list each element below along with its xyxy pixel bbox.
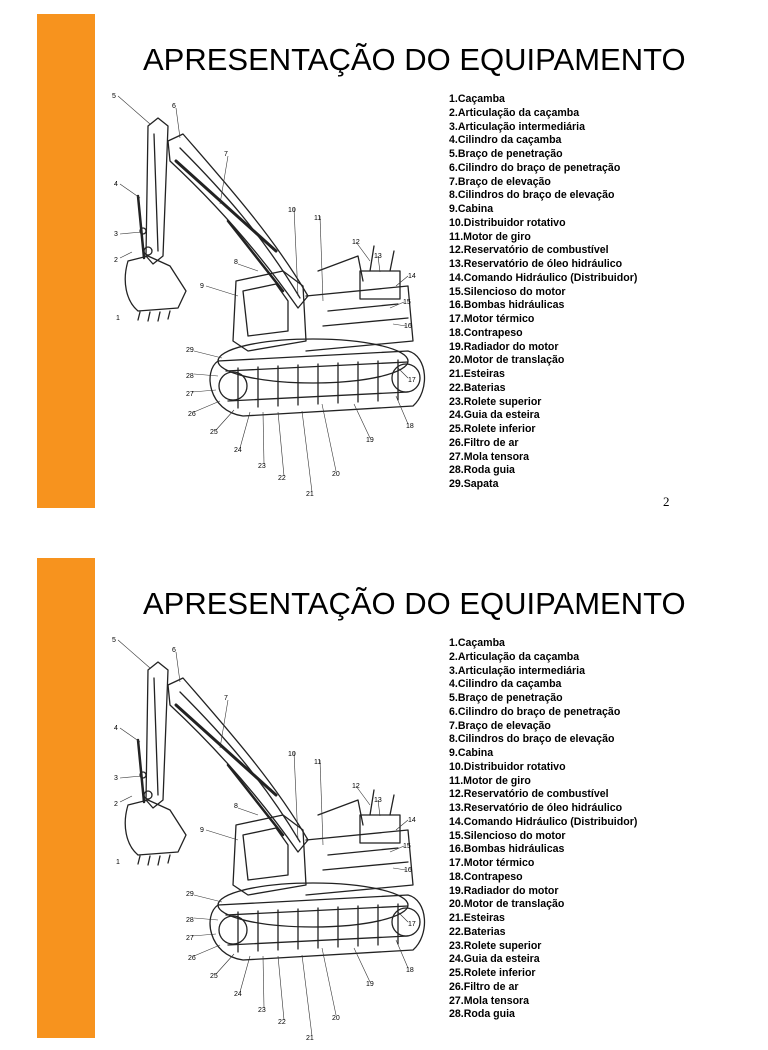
part-number-label: 27 [186,391,194,398]
slide-title: APRESENTAÇÃO DO EQUIPAMENTO [143,42,686,77]
part-number-label: 8 [234,259,238,266]
part-number-label: 12 [352,783,360,790]
part-number-label: 25 [210,429,218,436]
legend-item: 6.Cilindro do braço de penetração [449,705,621,718]
part-number-label: 10 [288,207,296,214]
legend-item: 18.Contrapeso [449,326,523,339]
part-number-label: 18 [406,967,414,974]
legend-item: 2.Articulação da caçamba [449,650,580,663]
legend-item: 15.Silencioso do motor [449,285,566,298]
part-number-label: 20 [332,1015,340,1022]
legend-item: 17.Motor térmico [449,857,535,869]
accent-bar [37,558,95,1038]
slide-2 [0,544,768,1042]
part-number-label: 5 [112,93,116,100]
legend-item: 24.Guia da esteira [449,953,540,966]
legend-item: 7.Braço de elevação [449,175,551,188]
excavator-diagram [108,86,430,506]
part-number-label: 7 [224,151,228,158]
legend-item: 28.Roda guia [449,464,515,477]
legend-item: 3.Articulação intermediária [449,664,586,677]
legend-item: 2.Articulação da caçamba [449,106,580,119]
legend-item: 1.Caçamba [449,637,505,649]
legend-item: 1.Caçamba [449,93,505,105]
part-number-label: 27 [186,935,194,942]
part-number-label: 26 [188,411,196,418]
part-number-label: 15 [403,843,411,850]
part-number-label: 22 [278,475,286,482]
part-number-label: 13 [374,797,382,804]
legend-item: 24.Guia da esteira [449,409,540,422]
legend-item: 29.Sapata [449,478,499,490]
legend-item: 11.Motor de giro [449,774,531,787]
part-number-label: 9 [200,827,204,834]
excavator-diagram [108,630,430,1050]
legend-item: 26.Filtro de ar [449,436,519,449]
part-number-label: 12 [352,239,360,246]
parts-legend [449,637,637,1022]
legend-item: 11.Motor de giro [449,230,531,243]
legend-item: 5.Braço de penetração [449,692,563,704]
legend-item: 23.Rolete superior [449,395,542,408]
part-number-label: 13 [374,253,382,260]
legend-item: 18.Contrapeso [449,870,523,883]
legend-item: 25.Rolete inferior [449,423,536,435]
part-number-label: 8 [234,803,238,810]
part-number-label: 18 [406,423,414,430]
legend-item: 5.Braço de penetração [449,148,563,160]
part-number-label: 6 [172,647,176,654]
part-number-label: 25 [210,973,218,980]
legend-item: 19.Radiador do motor [449,340,559,353]
part-number-label: 22 [278,1019,286,1026]
legend-item: 20.Motor de translação [449,354,565,367]
part-number-label: 6 [172,103,176,110]
legend-item: 10.Distribuidor rotativo [449,760,566,773]
legend-item: 6.Cilindro do braço de penetração [449,161,621,174]
part-number-label: 1 [116,859,120,866]
part-number-label: 21 [306,491,314,498]
part-number-label: 16 [404,323,412,330]
part-number-label: 11 [314,759,322,766]
legend-item: 17.Motor térmico [449,313,535,325]
legend-item: 27.Mola tensora [449,994,530,1007]
part-number-label: 3 [114,775,118,782]
legend-item: 7.Braço de elevação [449,719,551,732]
part-number-label: 23 [258,463,266,470]
legend-item: 26.Filtro de ar [449,980,519,993]
legend-item: 10.Distribuidor rotativo [449,216,566,229]
legend-item: 12.Reservatório de combustível [449,788,609,801]
legend-item: 22.Baterias [449,381,506,394]
page-number: 2 [663,494,670,509]
part-number-label: 15 [403,299,411,306]
legend-item: 15.Silencioso do motor [449,829,566,842]
legend-item: 25.Rolete inferior [449,967,536,979]
legend-item: 21.Esteiras [449,368,505,380]
part-number-label: 10 [288,751,296,758]
part-number-label: 1 [116,315,120,322]
part-number-label: 19 [366,437,374,444]
legend-item: 13.Reservatório de óleo hidráulico [449,258,623,270]
part-number-label: 29 [186,347,194,354]
legend-item: 28.Roda guia [449,1008,515,1021]
legend-item: 8.Cilindros do braço de elevação [449,189,615,202]
part-number-label: 23 [258,1007,266,1014]
part-number-label: 21 [306,1035,314,1042]
part-number-label: 19 [366,981,374,988]
legend-item: 13.Reservatório de óleo hidráulico [449,802,623,814]
legend-item: 19.Radiador do motor [449,884,559,897]
part-number-label: 2 [114,257,118,264]
legend-item: 3.Articulação intermediária [449,120,586,133]
part-number-label: 2 [114,801,118,808]
excavator-svg [108,630,430,1050]
excavator-svg [108,86,430,506]
part-number-label: 28 [186,373,194,380]
part-number-label: 5 [112,637,116,644]
legend-item: 9.Cabina [449,203,494,215]
part-number-label: 4 [114,181,118,188]
legend-item: 27.Mola tensora [449,450,530,463]
legend-item: 20.Motor de translação [449,898,565,911]
parts-legend [449,93,637,492]
slide-title: APRESENTAÇÃO DO EQUIPAMENTO [143,586,686,621]
part-number-label: 11 [314,215,322,222]
part-number-label: 4 [114,725,118,732]
part-number-label: 16 [404,867,412,874]
legend-item: 9.Cabina [449,747,494,759]
legend-item: 16.Bombas hidráulicas [449,843,565,856]
legend-item: 12.Reservatório de combustível [449,244,609,257]
part-number-label: 9 [200,283,204,290]
part-number-label: 20 [332,471,340,478]
part-number-label: 26 [188,955,196,962]
legend-item: 14.Comando Hidráulico (Distribuidor) [449,271,638,284]
part-number-label: 14 [408,817,416,824]
part-number-label: 24 [234,447,242,454]
part-number-label: 24 [234,991,242,998]
accent-bar [37,14,95,508]
part-number-label: 14 [408,273,416,280]
part-number-label: 17 [408,921,416,928]
legend-item: 14.Comando Hidráulico (Distribuidor) [449,815,638,828]
part-number-label: 29 [186,891,194,898]
part-number-label: 28 [186,917,194,924]
part-number-label: 3 [114,231,118,238]
legend-item: 4.Cilindro da caçamba [449,678,562,691]
legend-item: 16.Bombas hidráulicas [449,299,565,312]
legend-item: 4.Cilindro da caçamba [449,134,562,147]
part-number-label: 17 [408,377,416,384]
legend-item: 22.Baterias [449,925,506,938]
legend-item: 21.Esteiras [449,912,505,924]
legend-item: 23.Rolete superior [449,939,542,952]
part-number-label: 7 [224,695,228,702]
legend-item: 8.Cilindros do braço de elevação [449,733,615,746]
